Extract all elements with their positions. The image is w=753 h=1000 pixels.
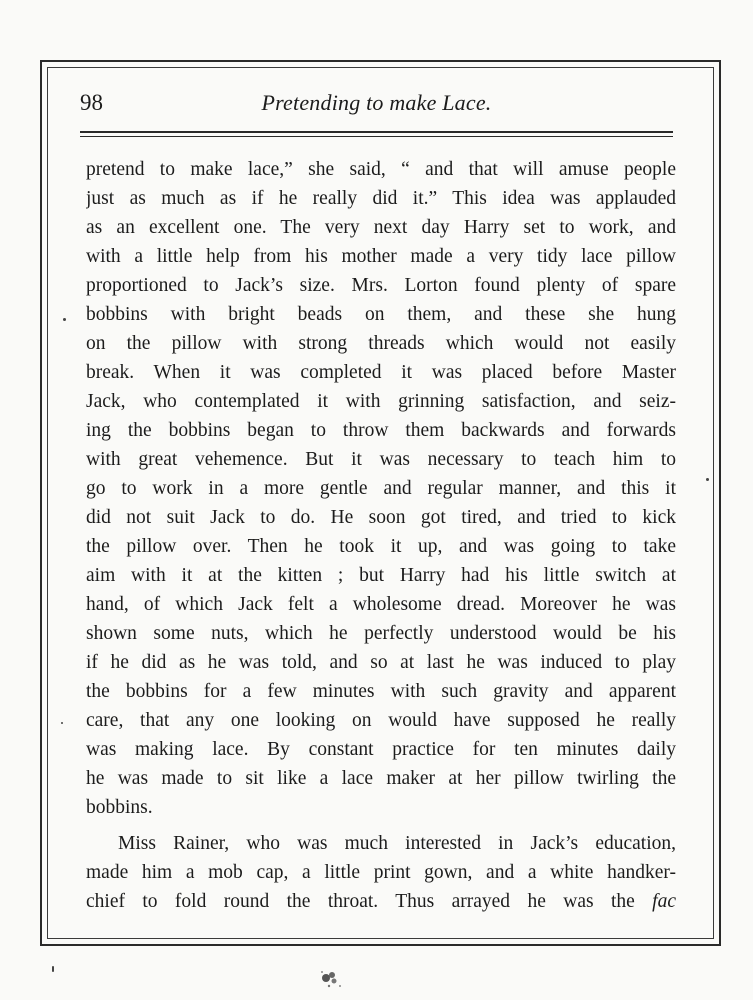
text-line: bobbins with bright beads on them, and these she hung <box>86 304 676 325</box>
text-line: on the pillow with strong threads which would not easily <box>86 333 676 354</box>
text-line: the pillow over. Then he took it up, and was going to take <box>86 536 676 557</box>
text-line: if he did as he was told, and so at last he was induced to play <box>86 652 676 673</box>
text-line: break. When it was completed it was placed before Master <box>86 362 676 383</box>
header-rule-thick <box>80 131 673 133</box>
catchword: fac <box>652 891 676 912</box>
text-line: was making lace. By constant practice for ten minutes daily <box>86 739 676 760</box>
paragraph-first-line: Miss Rainer, who was much interested in Jack’s education, <box>118 833 676 854</box>
text-line: did not suit Jack to do. He soon got tired, and tried to kick <box>86 507 676 528</box>
text-line: bobbins. <box>86 797 153 818</box>
text-line: pretend to make lace,” she said, “ and that will amuse people <box>86 159 676 180</box>
text-line: Jack, who contemplated it with grinning satisfaction, and seiz- <box>86 391 676 412</box>
text-line: shown some nuts, which he perfectly understood would be his <box>86 623 676 644</box>
page-header <box>80 88 673 118</box>
text-line: with great vehemence. But it was necessary to teach him to <box>86 449 676 470</box>
text-line: with a little help from his mother made a very tidy lace pillow <box>86 246 676 267</box>
text-line: care, that any one looking on would have supposed he really <box>86 710 676 731</box>
text-line: aim with it at the kitten ; but Harry had his little switch at <box>86 565 676 586</box>
print-speck <box>706 478 709 481</box>
text-line: as an excellent one. The very next day Harry set to work, and <box>86 217 676 238</box>
text-line: just as much as if he really did it.” This idea was applauded <box>86 188 676 209</box>
text-line: the bobbins for a few minutes with such gravity and apparent <box>86 681 676 702</box>
text-line: he was made to sit like a lace maker at her pillow twirling the <box>86 768 676 789</box>
text-line-last <box>86 887 676 916</box>
text-line-content: chief to fold round the throat. Thus arrayed he was the <box>86 891 635 912</box>
text-line: go to work in a more gentle and regular manner, and this it <box>86 478 676 499</box>
print-speck <box>61 722 63 724</box>
header-rule-thin <box>80 136 673 137</box>
print-speck <box>52 966 54 972</box>
body-text <box>86 155 676 916</box>
page-number: 98 <box>80 90 103 115</box>
text-line: proportioned to Jack’s size. Mrs. Lorton found plenty of spare <box>86 275 676 296</box>
text-line: hand, of which Jack felt a wholesome dread. Moreover he was <box>86 594 676 615</box>
text-line: made him a mob cap, a little print gown, and a white handker- <box>86 862 676 883</box>
text-line: ing the bobbins began to throw them backwards and forwards <box>86 420 676 441</box>
ornament-icon <box>316 966 346 992</box>
running-title: Pretending to make Lace. <box>261 90 492 115</box>
print-speck <box>63 318 66 321</box>
